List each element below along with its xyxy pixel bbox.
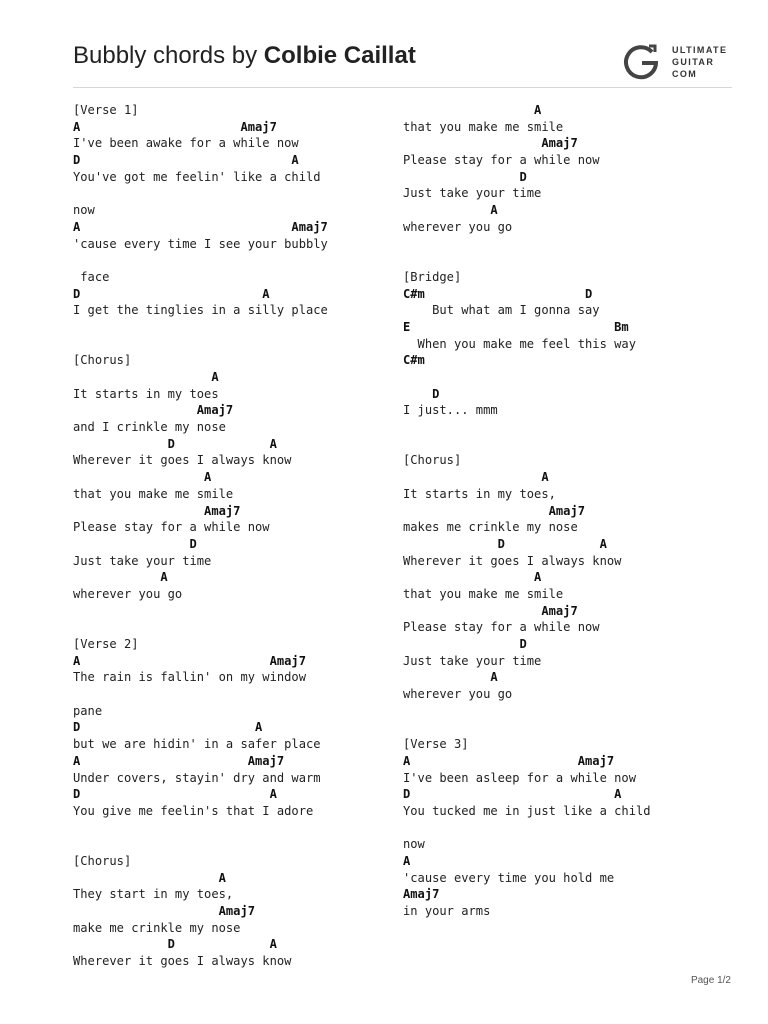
chord-line: A [403,103,542,117]
lyric-line: Wherever it goes I always know [73,453,292,468]
lyric-line: Under covers, stayin' dry and warm [73,770,321,785]
lyric-line: makes me crinkle my nose [403,520,578,535]
lyric-line: now [403,837,425,852]
lyric-line: It starts in my toes, [403,486,556,501]
chord-line: A [403,470,549,485]
lyric-line: Wherever it goes I always know [73,954,292,969]
lyric-line: You tucked me in just like a child [403,803,651,818]
lyric-line: now [73,203,95,218]
chord-line: D [403,169,527,184]
lyric-line: face [73,269,110,284]
lyric-line: I've been asleep for a while now [403,770,636,785]
lyric-line: Just take your time [403,186,542,201]
chord-line: D A [73,286,270,301]
chord-line: C#m [403,353,425,368]
lyric-line: [Chorus] [403,453,462,468]
chord-line: D A [73,787,277,802]
lyric-line: make me crinkle my nose [73,920,241,935]
chord-line: D A [73,937,277,952]
chord-line: A [73,370,219,384]
lyric-line [403,369,651,386]
chord-line: A Amaj7 [73,219,328,234]
lyric-line: I've been awake for a while now [73,136,299,151]
lyric-line: that you make me smile [403,119,564,134]
lyric-line: I just... mmm [403,403,498,418]
chord-line: A Amaj7 [73,753,285,768]
lyric-line [403,419,651,436]
lyric-line: [Chorus] [73,353,132,368]
lyric-line: wherever you go [403,219,513,234]
lyric-line [403,820,651,837]
page-number: Page 1/2 [690,975,731,986]
chord-line: A Amaj7 [73,119,277,134]
chord-line: C#m D [403,286,593,301]
lyric-line: Please stay for a while now [73,520,270,535]
lyric-line: Wherever it goes I always know [403,553,622,568]
chord-line: A [403,203,498,218]
logo-line: GUITAR [672,57,715,67]
lyric-line: The rain is fallin' on my window [73,670,306,685]
chord-line: A [403,570,542,585]
chord-line: D A [403,787,622,802]
lyric-line: Please stay for a while now [403,153,600,168]
chord-line: Amaj7 [403,603,578,618]
chord-line: A Amaj7 [403,753,615,768]
lyric-line [73,820,328,837]
lyric-line: that you make me smile [403,586,564,601]
lyric-line: Just take your time [73,553,212,568]
lyric-line: You give me feelin's that I adore [73,803,314,818]
chord-line: A [403,670,498,685]
chord-line: D A [73,720,263,735]
lyric-line: wherever you go [73,586,183,601]
chord-line: Amaj7 [403,503,586,518]
lyric-line [73,185,328,202]
chord-line: D [403,386,440,401]
lyric-line: [Verse 1] [73,103,139,117]
lyric-line: But what am I gonna say [403,303,600,318]
chord-line: A [73,470,212,485]
page-header [73,40,732,86]
chord-line: Amaj7 [73,904,256,918]
chord-line: A [73,570,168,585]
logo-line: ULTIMATE [672,45,728,55]
lyric-line: but we are hidin' in a safer place [73,737,321,752]
lyric-line [73,319,328,336]
ultimate-guitar-logo [622,40,732,84]
lyric-line: [Bridge] [403,269,462,284]
song-title [73,42,416,70]
lyric-line [403,252,651,269]
chord-line: Amaj7 [403,887,440,902]
lyric-line: [Chorus] [73,853,132,868]
lyric-line: wherever you go [403,687,513,702]
lyric-line [403,703,651,720]
lyric-line: in your arms [403,904,491,918]
lyric-line: and I crinkle my nose [73,420,226,435]
lyric-line: 'cause every time I see your bubbly [73,236,328,251]
title-prefix: Bubbly chords by [73,42,258,69]
lyric-line: pane [73,703,103,718]
chord-line: Amaj7 [73,503,241,518]
lyric-line: It starts in my toes [73,386,219,401]
chord-line: A [73,870,226,885]
chord-line: D [403,637,527,651]
lyric-line [403,236,651,253]
lyric-line [73,336,328,353]
lyric-line: [Verse 3] [403,737,469,752]
chord-line: Amaj7 [403,136,578,151]
chords-column-right [403,102,651,920]
lyric-line: 'cause every time you hold me [403,870,615,885]
chord-line: D A [403,536,607,551]
lyric-line [73,252,328,269]
artist-name: Colbie Caillat [263,42,416,69]
lyric-line: Please stay for a while now [403,620,600,635]
lyric-line [73,836,328,853]
lyric-line: Just take your time [403,653,542,668]
logo-wordmark [672,44,727,80]
chord-line: A [403,853,411,868]
chord-line: A Amaj7 [73,653,306,668]
lyric-line [73,686,328,703]
chord-line: E Bm [403,319,629,334]
lyric-line: [Verse 2] [73,637,139,651]
chord-line: D A [73,153,299,168]
lyric-line: I get the tinglies in a silly place [73,303,328,318]
lyric-line: They start in my toes, [73,887,234,902]
lyric-line [73,603,328,620]
lyric-line [403,719,651,736]
chord-line: Amaj7 [73,403,234,418]
logo-line: COM [672,69,698,79]
lyric-line [73,619,328,636]
ug-logo-icon [622,43,662,83]
lyric-line: that you make me smile [73,486,234,501]
lyric-line [403,436,651,453]
header-divider [73,87,732,88]
chord-line: D A [73,436,277,451]
lyric-line: When you make me feel this way [403,336,636,351]
chord-line: D [73,536,197,551]
chords-column-left [73,102,328,970]
lyric-line: You've got me feelin' like a child [73,169,321,184]
